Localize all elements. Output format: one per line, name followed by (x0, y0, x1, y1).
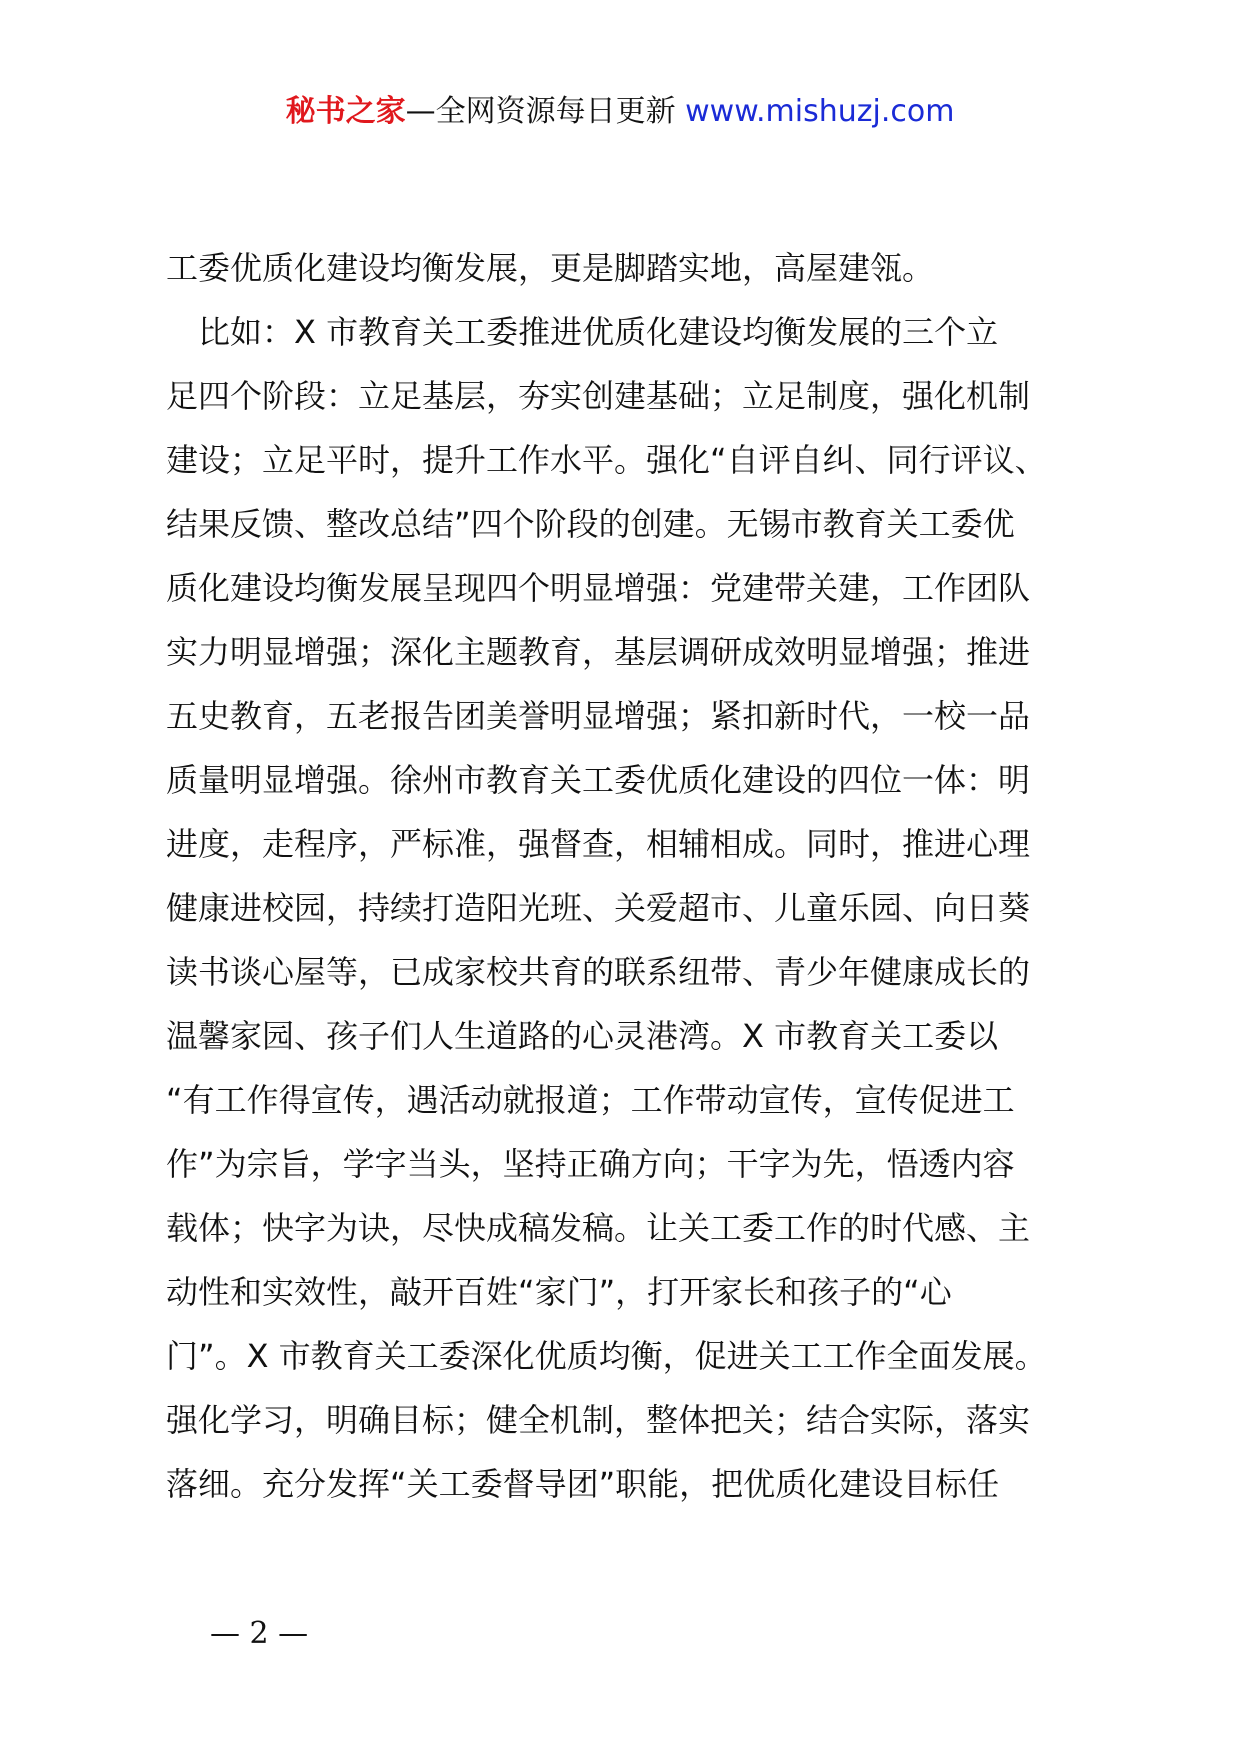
body-line: 实力明显增强；深化主题教育，基层调研成效明显增强；推进 (166, 633, 1031, 671)
page-number: — 2 — (210, 1616, 309, 1651)
body-line: 门”。X 市教育关工委深化优质均衡，促进关工工作全面发展。 (166, 1337, 1047, 1375)
body-line: 足四个阶段：立足基层，夯实创建基础；立足制度，强化机制 (166, 377, 1031, 415)
body-line: 比如：X 市教育关工委推进优质化建设均衡发展的三个立 (166, 313, 999, 351)
body-line: “有工作得宣传，遇活动就报道；工作带动宣传，宣传促进工 (166, 1081, 1015, 1119)
body-line: 强化学习，明确目标；健全机制，整体把关；结合实际，落实 (166, 1401, 1031, 1439)
body-line: 健康进校园，持续打造阳光班、关爱超市、儿童乐园、向日葵 (166, 889, 1031, 927)
body-line: 质量明显增强。徐州市教育关工委优质化建设的四位一体：明 (166, 761, 1031, 799)
body-line: 五史教育，五老报告团美誉明显增强；紧扣新时代，一校一品 (166, 697, 1031, 735)
document-body (166, 236, 1106, 1516)
body-line: 落细。充分发挥“关工委督导团”职能，把优质化建设目标任 (166, 1465, 1000, 1503)
body-line: 读书谈心屋等，已成家校共育的联系纽带、青少年健康成长的 (166, 953, 1031, 991)
site-tagline: —全网资源每日更新 (405, 94, 686, 129)
body-line: 温馨家园、孩子们人生道路的心灵港湾。X 市教育关工委以 (166, 1017, 999, 1055)
body-line: 建设；立足平时，提升工作水平。强化“自评自纠、同行评议、 (166, 441, 1047, 479)
body-line: 载体；快字为诀，尽快成稿发稿。让关工委工作的时代感、主 (166, 1209, 1031, 1247)
body-line: 作”为宗旨，学字当头，坚持正确方向；干字为先，悟透内容 (166, 1145, 1015, 1183)
site-header (0, 92, 1240, 132)
site-brand: 秘书之家 (285, 94, 406, 129)
body-line: 进度，走程序，严标准，强督查，相辅相成。同时，推进心理 (166, 825, 1031, 863)
body-line: 结果反馈、整改总结”四个阶段的创建。无锡市教育关工委优 (166, 505, 1015, 543)
site-url[interactable]: www.mishuzj.com (685, 94, 955, 129)
body-line: 工委优质化建设均衡发展，更是脚踏实地，高屋建瓴。 (166, 249, 935, 287)
body-line: 质化建设均衡发展呈现四个明显增强：党建带关建，工作团队 (166, 569, 1031, 607)
body-line: 动性和实效性，敲开百姓“家门”，打开家长和孩子的“心 (166, 1273, 952, 1311)
